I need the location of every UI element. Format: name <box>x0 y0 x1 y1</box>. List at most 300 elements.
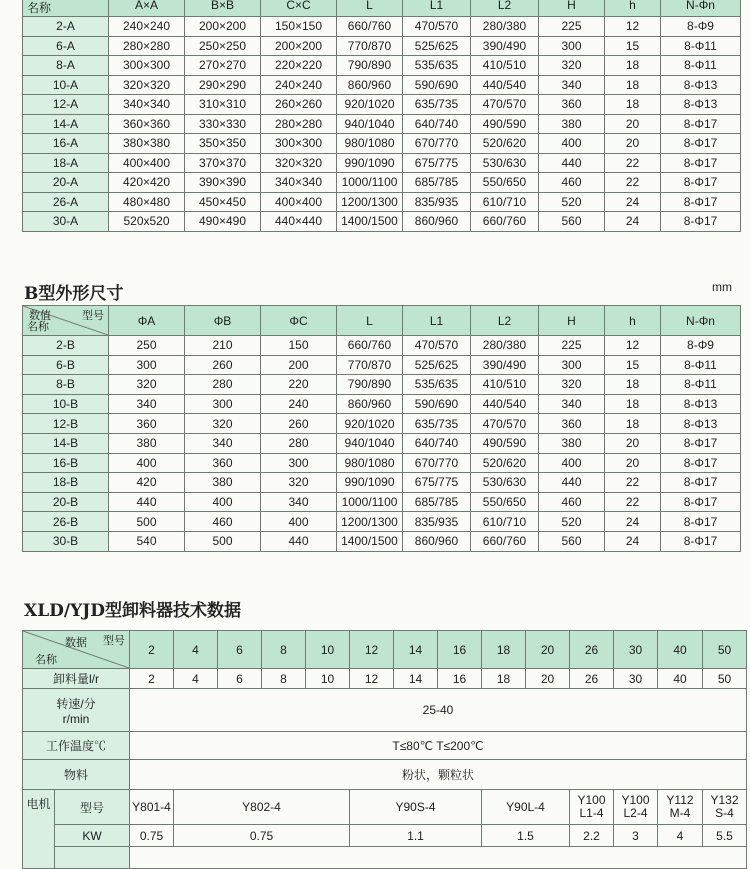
table-b-value-cell: 460 <box>185 512 261 532</box>
model-cell: 10 <box>306 631 350 669</box>
table-b-value-cell: 22 <box>605 473 661 493</box>
table-b-value-cell: 18 <box>605 394 661 414</box>
table-a-value-cell: 250×250 <box>185 36 261 56</box>
table-b-value-cell: 8-Φ13 <box>661 394 741 414</box>
table-b-model-cell: 30-B <box>23 531 109 551</box>
table-b-value-cell: 440 <box>539 473 605 493</box>
table-b-value-cell: 8-Φ13 <box>661 414 741 434</box>
table-b-value-cell: 15 <box>605 355 661 375</box>
table-a-value-cell: 8-Φ13 <box>661 95 741 115</box>
table-a-header-cell: L1 <box>403 0 471 17</box>
table-a-value-cell: 8-Φ11 <box>661 56 741 76</box>
table-b-value-cell: 470/570 <box>403 336 471 356</box>
table-a-value-cell: 530/630 <box>471 153 539 173</box>
table-b-value-cell: 500 <box>185 531 261 551</box>
speed-label <box>23 689 130 732</box>
table-b-value-cell: 440/540 <box>471 394 539 414</box>
table-b-row <box>23 473 741 493</box>
material-value: 粉状，颗粒状 <box>130 760 747 790</box>
table-a-value-cell: 990/1090 <box>337 153 403 173</box>
table-b-value-cell: 8-Φ11 <box>661 375 741 395</box>
table-b-header-cell: H <box>539 306 605 336</box>
motor-model-cell: Y802-4 <box>174 790 350 825</box>
table-b-value-cell: 20 <box>605 453 661 473</box>
table-b-value-cell: 400 <box>261 512 337 532</box>
table-b-row <box>23 394 741 414</box>
table-b-value-cell: 340 <box>261 492 337 512</box>
kw-cell: 3 <box>614 825 658 847</box>
motor-model-label: 型号 <box>55 790 130 825</box>
table-b-row <box>23 512 741 532</box>
table-a-value-cell: 18 <box>605 75 661 95</box>
table-b-value-cell: 640/740 <box>403 433 471 453</box>
table-b-model-cell: 8-B <box>23 375 109 395</box>
table-a-value-cell: 390/490 <box>471 36 539 56</box>
table-b-value-cell: 150 <box>261 336 337 356</box>
table-c-discharger-data <box>22 630 747 869</box>
table-b-value-cell: 360 <box>109 414 185 434</box>
table-b-row <box>23 355 741 375</box>
table-a-value-cell: 400×400 <box>109 153 185 173</box>
table-b-value-cell: 18 <box>605 375 661 395</box>
model-cell: 4 <box>174 631 218 669</box>
table-b-value-cell: 490/590 <box>471 433 539 453</box>
table-a-value-cell: 240×240 <box>261 75 337 95</box>
table-b-value-cell: 320 <box>185 414 261 434</box>
table-a-row <box>23 36 741 56</box>
table-b-value-cell: 440 <box>261 531 337 551</box>
table-a-value-cell: 835/935 <box>403 192 471 212</box>
discharge-cell: 6 <box>218 669 262 689</box>
discharge-cell: 16 <box>438 669 482 689</box>
table-a-value-cell: 12 <box>605 17 661 37</box>
table-b-value-cell: 770/870 <box>337 355 403 375</box>
table-a-value-cell: 15 <box>605 36 661 56</box>
table-b-header-cell: L2 <box>471 306 539 336</box>
table-b-value-cell: 520/620 <box>471 453 539 473</box>
table-b-model-cell: 10-B <box>23 394 109 414</box>
table-a-value-cell: 790/890 <box>337 56 403 76</box>
table-b-value-cell: 530/630 <box>471 473 539 493</box>
table-b-value-cell: 8-Φ17 <box>661 433 741 453</box>
table-a-value-cell: 200×200 <box>185 17 261 37</box>
model-cell: 6 <box>218 631 262 669</box>
motor-model-cell: Y132 S-4 <box>703 790 747 825</box>
model-cell: 16 <box>438 631 482 669</box>
speed-label-line1: 转速/分 <box>56 696 96 711</box>
table-b-value-cell: 250 <box>109 336 185 356</box>
table-a-value-cell: 380×380 <box>109 134 185 154</box>
motor-extra-row <box>130 847 747 869</box>
table-a-value-cell: 940/1040 <box>337 114 403 134</box>
motor-model-cell: Y100 L2-4 <box>614 790 658 825</box>
model-cell: 26 <box>570 631 614 669</box>
table-a-value-cell: 520 <box>539 192 605 212</box>
table-a-value-cell: 340 <box>539 75 605 95</box>
table-b-value-cell: 440 <box>109 492 185 512</box>
table-a-model-cell: 26-A <box>23 192 109 212</box>
table-b-model-cell: 12-B <box>23 414 109 434</box>
table-b-value-cell: 590/690 <box>403 394 471 414</box>
model-cell: 18 <box>482 631 526 669</box>
kw-cell: 1.1 <box>350 825 482 847</box>
discharge-cell: 50 <box>703 669 747 689</box>
table-a-value-cell: 8-Φ17 <box>661 153 741 173</box>
motor-model-cell: Y90L-4 <box>482 790 570 825</box>
table-b-value-cell: 225 <box>539 336 605 356</box>
table-a-row <box>23 153 741 173</box>
table-a-value-cell: 660/760 <box>337 17 403 37</box>
model-cell: 50 <box>703 631 747 669</box>
table-a-value-cell: 535/635 <box>403 56 471 76</box>
table-a-value-cell: 685/785 <box>403 173 471 193</box>
table-a-value-cell: 675/775 <box>403 153 471 173</box>
motor-extra-row <box>55 847 130 869</box>
table-b-value-cell: 280/380 <box>471 336 539 356</box>
table-b-value-cell: 1200/1300 <box>337 512 403 532</box>
table-a-value-cell: 320 <box>539 56 605 76</box>
table-a-model-cell: 14-A <box>23 114 109 134</box>
table-b-value-cell: 460 <box>539 492 605 512</box>
table-a-value-cell: 360×360 <box>109 114 185 134</box>
table-a-value-cell: 520x520 <box>109 212 185 232</box>
table-b-value-cell: 420 <box>109 473 185 493</box>
table-b-value-cell: 400 <box>539 453 605 473</box>
table-a-row <box>23 212 741 232</box>
table-a-value-cell: 480×480 <box>109 192 185 212</box>
model-cell: 40 <box>658 631 703 669</box>
discharge-cell: 20 <box>526 669 570 689</box>
table-b-value-cell: 320 <box>539 375 605 395</box>
table-a-value-cell: 470/570 <box>403 17 471 37</box>
table-a-value-cell: 290×290 <box>185 75 261 95</box>
table-a-value-cell: 360 <box>539 95 605 115</box>
table-b-model-cell: 2-B <box>23 336 109 356</box>
table-b-header-cell: ΦC <box>261 306 337 336</box>
table-b-value-cell: 660/760 <box>471 531 539 551</box>
table-a-value-cell: 330×330 <box>185 114 261 134</box>
discharge-cell: 30 <box>614 669 658 689</box>
table-a-header-cell: L2 <box>471 0 539 17</box>
table-a-value-cell: 320×320 <box>109 75 185 95</box>
table-b-value-cell: 520 <box>539 512 605 532</box>
table-a-value-cell: 860/960 <box>337 75 403 95</box>
table-a-model-cell: 12-A <box>23 95 109 115</box>
table-b-value-cell: 260 <box>185 355 261 375</box>
model-cell: 12 <box>350 631 394 669</box>
speed-label-line2: r/min <box>62 711 90 726</box>
table-a-model-cell: 8-A <box>23 56 109 76</box>
table-b-header-cell: L <box>337 306 403 336</box>
table-b-title: B型外形尺寸 <box>24 284 124 304</box>
table-b-value-cell: 400 <box>185 492 261 512</box>
table-a-dimensions <box>22 0 741 232</box>
table-b-value-cell: 635/735 <box>403 414 471 434</box>
table-a-corner: 名称 <box>23 0 109 17</box>
table-a-row <box>23 173 741 193</box>
table-b-model-cell: 20-B <box>23 492 109 512</box>
table-a-value-cell: 8-Φ17 <box>661 114 741 134</box>
table-c-title: XLD/YJD型卸料器技术数据 <box>24 601 242 621</box>
table-a-value-cell: 440/540 <box>471 75 539 95</box>
table-a-value-cell: 410/510 <box>471 56 539 76</box>
table-b-value-cell: 980/1080 <box>337 453 403 473</box>
table-a-value-cell: 300×300 <box>261 134 337 154</box>
motor-model-cell: Y100 L1-4 <box>570 790 614 825</box>
table-a-value-cell: 150×150 <box>261 17 337 37</box>
table-a-value-cell: 860/960 <box>403 212 471 232</box>
table-b-row <box>23 492 741 512</box>
table-b-dimensions <box>22 305 741 552</box>
kw-cell: 0.75 <box>174 825 350 847</box>
table-a-value-cell: 8-Φ17 <box>661 212 741 232</box>
table-b-unit: mm <box>712 280 732 294</box>
table-a-value-cell: 920/1020 <box>337 95 403 115</box>
table-a-header-cell: B×B <box>185 0 261 17</box>
table-b-value-cell: 22 <box>605 492 661 512</box>
table-a-value-cell: 1400/1500 <box>337 212 403 232</box>
table-b-value-cell: 860/960 <box>337 394 403 414</box>
table-b-value-cell: 8-Φ17 <box>661 531 741 551</box>
motor-model-cell: Y801-4 <box>130 790 174 825</box>
table-a-value-cell: 470/570 <box>471 95 539 115</box>
table-b-value-cell: 210 <box>185 336 261 356</box>
table-b-header-cell: L1 <box>403 306 471 336</box>
table-a-value-cell: 300×300 <box>109 56 185 76</box>
table-b-value-cell: 340 <box>109 394 185 414</box>
table-b-value-cell: 410/510 <box>471 375 539 395</box>
table-a-value-cell: 280×280 <box>261 114 337 134</box>
table-a-row <box>23 192 741 212</box>
table-b-value-cell: 20 <box>605 433 661 453</box>
table-b-value-cell: 380 <box>109 433 185 453</box>
table-b-value-cell: 670/770 <box>403 453 471 473</box>
table-b-model-cell: 6-B <box>23 355 109 375</box>
discharge-cell: 14 <box>394 669 438 689</box>
kw-cell: 5.5 <box>703 825 747 847</box>
table-a-value-cell: 200×200 <box>261 36 337 56</box>
table-b-model-cell: 14-B <box>23 433 109 453</box>
table-b-value-cell: 920/1020 <box>337 414 403 434</box>
table-a-row <box>23 114 741 134</box>
table-a-value-cell: 340×340 <box>109 95 185 115</box>
table-b-value-cell: 610/710 <box>471 512 539 532</box>
table-b-value-cell: 940/1040 <box>337 433 403 453</box>
table-a-value-cell: 440×440 <box>261 212 337 232</box>
table-a-value-cell: 220×220 <box>261 56 337 76</box>
table-b-value-cell: 360 <box>185 453 261 473</box>
table-a-value-cell: 300 <box>539 36 605 56</box>
table-b-value-cell: 300 <box>261 453 337 473</box>
table-a-value-cell: 400 <box>539 134 605 154</box>
table-a-value-cell: 310×310 <box>185 95 261 115</box>
table-a-value-cell: 560 <box>539 212 605 232</box>
table-a-value-cell: 24 <box>605 212 661 232</box>
table-b-model-cell: 18-B <box>23 473 109 493</box>
table-b-row <box>23 453 741 473</box>
table-b-value-cell: 470/570 <box>471 414 539 434</box>
motor-model-cell: Y90S-4 <box>350 790 482 825</box>
table-a-row <box>23 56 741 76</box>
kw-cell: 0.75 <box>130 825 174 847</box>
table-b-header-cell: N-Φn <box>661 306 741 336</box>
table-a-value-cell: 1200/1300 <box>337 192 403 212</box>
table-b-value-cell: 685/785 <box>403 492 471 512</box>
table-a-value-cell: 670/770 <box>403 134 471 154</box>
table-a-value-cell: 1000/1100 <box>337 173 403 193</box>
table-b-row <box>23 433 741 453</box>
table-b-value-cell: 8-Φ17 <box>661 453 741 473</box>
table-a-value-cell: 390×390 <box>185 173 261 193</box>
table-b-value-cell: 320 <box>261 473 337 493</box>
table-b-value-cell: 300 <box>109 355 185 375</box>
model-cell: 8 <box>262 631 306 669</box>
temp-value: T≤80℃ T≤200℃ <box>130 732 747 760</box>
table-a-value-cell: 8-Φ11 <box>661 36 741 56</box>
model-cell: 14 <box>394 631 438 669</box>
model-cell: 20 <box>526 631 570 669</box>
discharge-cell: 26 <box>570 669 614 689</box>
table-b-value-cell: 1400/1500 <box>337 531 403 551</box>
table-a-model-cell: 18-A <box>23 153 109 173</box>
table-b-row <box>23 336 741 356</box>
table-b-value-cell: 12 <box>605 336 661 356</box>
table-a-value-cell: 320×320 <box>261 153 337 173</box>
table-a-value-cell: 490/590 <box>471 114 539 134</box>
table-a-value-cell: 370×370 <box>185 153 261 173</box>
discharge-label: 卸料量l/r <box>23 669 130 689</box>
table-b-value-cell: 200 <box>261 355 337 375</box>
table-a-value-cell: 18 <box>605 95 661 115</box>
table-b-row <box>23 414 741 434</box>
table-a-value-cell: 24 <box>605 192 661 212</box>
table-b-value-cell: 835/935 <box>403 512 471 532</box>
kw-label: KW <box>55 825 130 847</box>
table-b-value-cell: 500 <box>109 512 185 532</box>
table-a-model-cell: 20-A <box>23 173 109 193</box>
table-a-value-cell: 8-Φ17 <box>661 134 741 154</box>
table-b-value-cell: 525/625 <box>403 355 471 375</box>
table-b-value-cell: 360 <box>539 414 605 434</box>
table-b-value-cell: 675/775 <box>403 473 471 493</box>
table-b-value-cell: 8-Φ17 <box>661 512 741 532</box>
table-a-header-cell: C×C <box>261 0 337 17</box>
table-a-model-cell: 10-A <box>23 75 109 95</box>
kw-cell: 4 <box>658 825 703 847</box>
table-a-value-cell: 22 <box>605 153 661 173</box>
table-b-value-cell: 280 <box>185 375 261 395</box>
table-a-value-cell: 8-Φ9 <box>661 17 741 37</box>
model-cell: 2 <box>130 631 174 669</box>
table-a-row <box>23 95 741 115</box>
table-a-value-cell: 980/1080 <box>337 134 403 154</box>
table-a-value-cell: 270×270 <box>185 56 261 76</box>
temp-label: 工作温度℃ <box>23 732 130 760</box>
table-b-row <box>23 531 741 551</box>
table-b-value-cell: 390/490 <box>471 355 539 375</box>
discharge-cell: 4 <box>174 669 218 689</box>
table-a-value-cell: 350×350 <box>185 134 261 154</box>
discharge-cell: 18 <box>482 669 526 689</box>
table-b-value-cell: 990/1090 <box>337 473 403 493</box>
table-b-model-cell: 26-B <box>23 512 109 532</box>
table-a-value-cell: 22 <box>605 173 661 193</box>
table-b-value-cell: 220 <box>261 375 337 395</box>
table-a-value-cell: 225 <box>539 17 605 37</box>
table-a-value-cell: 8-Φ13 <box>661 75 741 95</box>
kw-cell: 1.5 <box>482 825 570 847</box>
table-b-model-cell: 16-B <box>23 453 109 473</box>
table-b-corner: 型号 数值 名称 <box>23 306 109 336</box>
table-a-value-cell: 8-Φ17 <box>661 173 741 193</box>
table-b-value-cell: 400 <box>109 453 185 473</box>
table-b-value-cell: 560 <box>539 531 605 551</box>
table-b-header-cell: ΦA <box>109 306 185 336</box>
table-a-value-cell: 280/380 <box>471 17 539 37</box>
discharge-cell: 2 <box>130 669 174 689</box>
table-a-value-cell: 440 <box>539 153 605 173</box>
table-a-model-cell: 6-A <box>23 36 109 56</box>
table-b-value-cell: 380 <box>185 473 261 493</box>
table-b-value-cell: 380 <box>539 433 605 453</box>
table-b-value-cell: 340 <box>185 433 261 453</box>
table-a-header-cell: H <box>539 0 605 17</box>
table-b-value-cell: 300 <box>539 355 605 375</box>
table-a-value-cell: 660/760 <box>471 212 539 232</box>
motor-group-label: 电机 <box>23 790 55 869</box>
table-a-value-cell: 610/710 <box>471 192 539 212</box>
table-a-value-cell: 20 <box>605 134 661 154</box>
discharge-cell: 10 <box>306 669 350 689</box>
table-a-value-cell: 450×450 <box>185 192 261 212</box>
table-b-value-cell: 340 <box>539 394 605 414</box>
table-a-header-cell: A×A <box>109 0 185 17</box>
model-cell: 30 <box>614 631 658 669</box>
table-a-value-cell: 420×420 <box>109 173 185 193</box>
kw-cell: 2.2 <box>570 825 614 847</box>
table-b-value-cell: 24 <box>605 531 661 551</box>
table-a-value-cell: 380 <box>539 114 605 134</box>
motor-model-cell: Y112 M-4 <box>658 790 703 825</box>
table-a-row <box>23 75 741 95</box>
discharge-cell: 40 <box>658 669 703 689</box>
table-b-value-cell: 535/635 <box>403 375 471 395</box>
table-b-value-cell: 18 <box>605 414 661 434</box>
table-b-value-cell: 860/960 <box>403 531 471 551</box>
table-a-value-cell: 260×260 <box>261 95 337 115</box>
table-a-value-cell: 550/650 <box>471 173 539 193</box>
table-a-value-cell: 460 <box>539 173 605 193</box>
material-label: 物料 <box>23 760 130 790</box>
table-b-value-cell: 550/650 <box>471 492 539 512</box>
table-b-value-cell: 540 <box>109 531 185 551</box>
table-a-value-cell: 8-Φ17 <box>661 192 741 212</box>
table-b-value-cell: 660/760 <box>337 336 403 356</box>
discharge-cell: 8 <box>262 669 306 689</box>
table-a-value-cell: 770/870 <box>337 36 403 56</box>
table-b-value-cell: 280 <box>261 433 337 453</box>
table-a-model-cell: 30-A <box>23 212 109 232</box>
table-a-value-cell: 240×240 <box>109 17 185 37</box>
speed-value: 25-40 <box>130 689 747 732</box>
table-c-corner: 型号 数据 名称 <box>23 631 130 669</box>
table-b-value-cell: 320 <box>109 375 185 395</box>
table-a-value-cell: 340×340 <box>261 173 337 193</box>
table-a-row <box>23 134 741 154</box>
table-a-model-cell: 2-A <box>23 17 109 37</box>
table-a-value-cell: 640/740 <box>403 114 471 134</box>
table-a-value-cell: 18 <box>605 56 661 76</box>
